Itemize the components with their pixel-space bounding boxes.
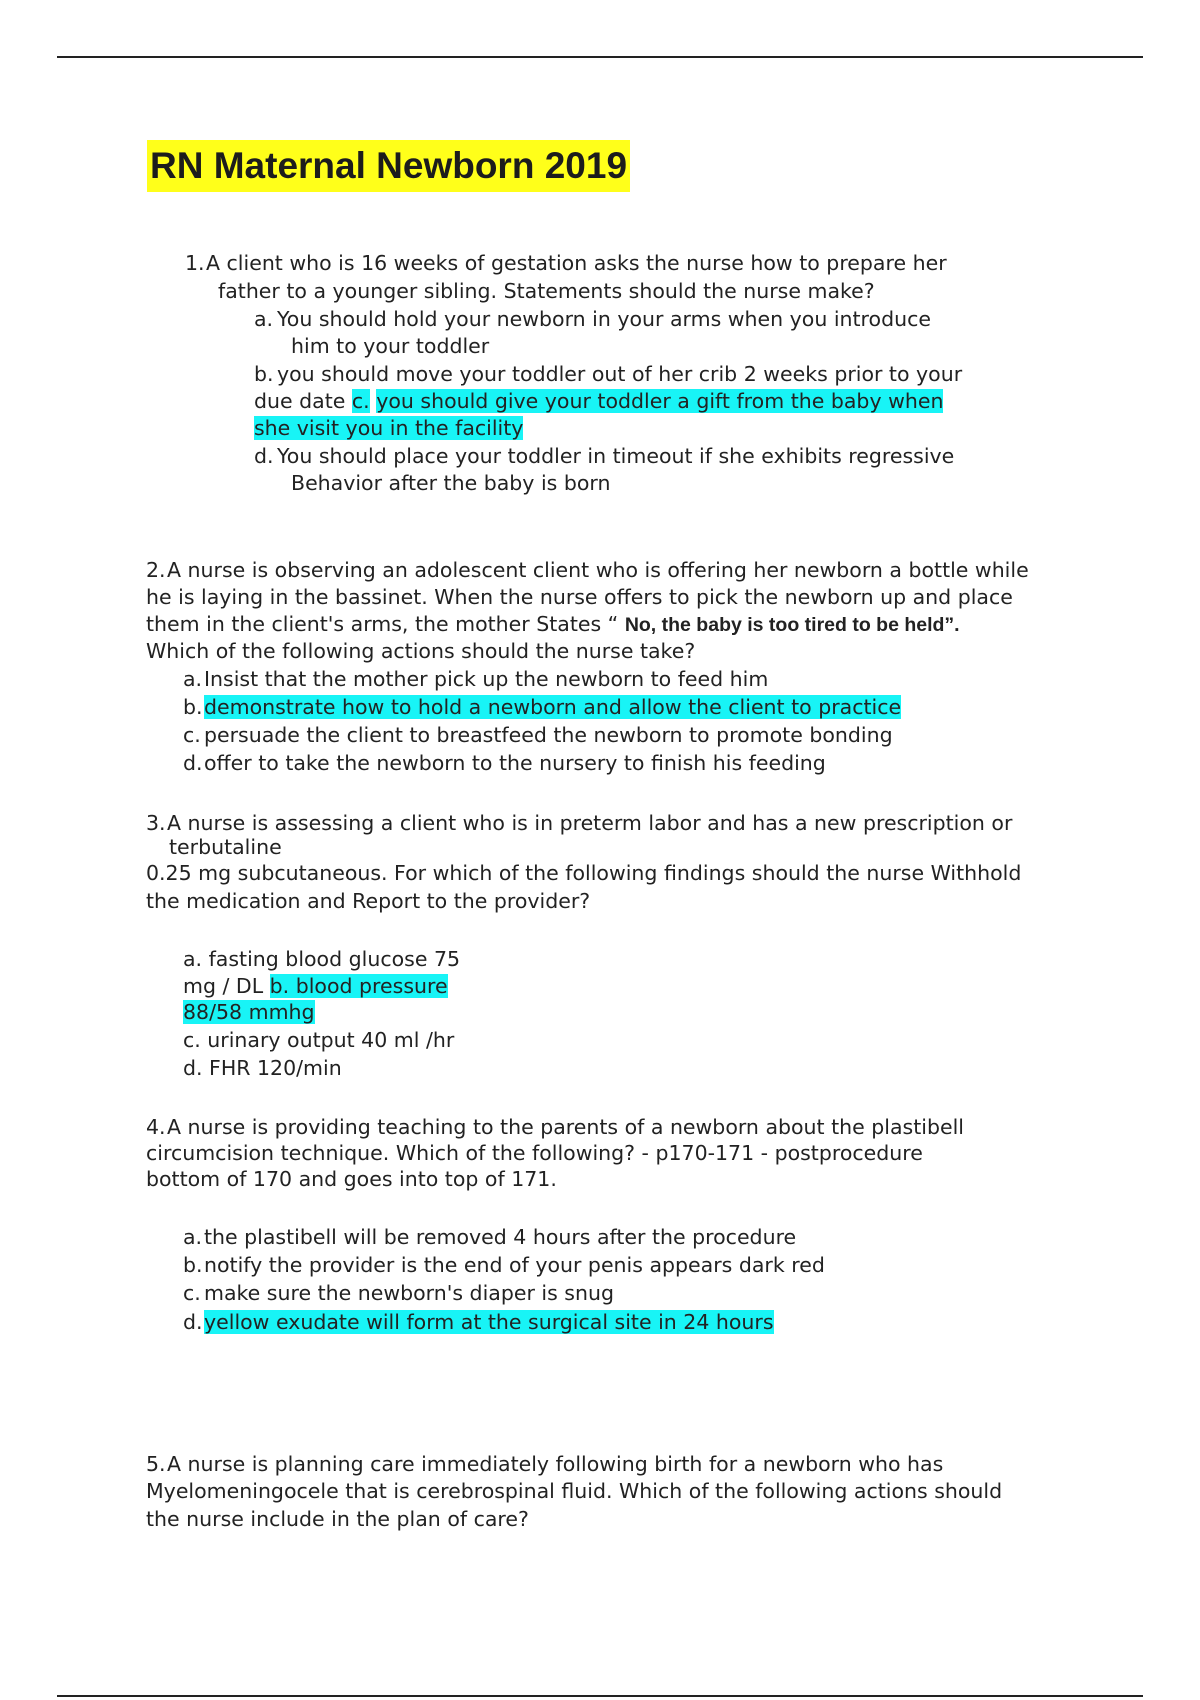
answer-highlight: she visit you in the facility [254, 416, 524, 440]
option-b: b.demonstrate how to hold a newborn and allow the client to practice [183, 695, 902, 719]
option-d-continued: Behavior after the baby is born [291, 471, 611, 495]
question-number: 4. [146, 1115, 166, 1139]
option-c: c. persuade the client to breastfeed the newborn to promote bonding [183, 723, 893, 747]
question-4-line-2: circumcision technique. Which of the following? - p170-171 - postprocedure [146, 1141, 923, 1165]
page-top-rule [57, 56, 1143, 58]
question-3-line-4: the medication and Report to the provider? [146, 889, 591, 913]
option-a: a.Insist that the mother pick up the newborn to feed him [183, 667, 769, 691]
question-1-line-2: father to a younger sibling. Statements should the nurse make? [218, 279, 875, 303]
option-b-continued [183, 999, 315, 1026]
option-a: a. You should hold your newborn in your arms when you introduce [254, 307, 931, 331]
question-4-line-3: bottom of 170 and goes into top of 171. [146, 1167, 557, 1191]
option-d: d.offer to take the newborn to the nursery to finish his feeding [183, 751, 826, 775]
option-b: b.notify the provider is the end of your penis appears dark red [183, 1253, 825, 1277]
answer-highlight: b. blood pressure [269, 974, 448, 998]
question-3-line-1: 3.A nurse is assessing a client who is in preterm labor and has a new prescription or [146, 811, 1013, 835]
question-number: 1. [185, 251, 205, 275]
question-3-line-2: terbutaline [169, 835, 282, 859]
question-5-line-3: the nurse include in the plan of care? [146, 1507, 529, 1531]
question-3-line-3: 0.25 mg subcutaneous. For which of the following findings should the nurse Withhold [146, 861, 1022, 885]
answer-highlight: demonstrate how to hold a newborn and allow the client to practice [204, 695, 902, 719]
question-2-line-1: 2.A nurse is observing an adolescent client who is offering her newborn a bottle while [146, 558, 1029, 582]
option-b: b. you should move your toddler out of her crib 2 weeks prior to your [254, 362, 963, 386]
option-c: c. make sure the newborn's diaper is snug [183, 1281, 614, 1305]
question-4-line-1: 4.A nurse is providing teaching to the parents of a newborn about the plastibell [146, 1115, 964, 1139]
option-d: d. You should place your toddler in timeout if she exhibits regressive [254, 444, 955, 468]
option-a: a. fasting blood glucose 75 [183, 947, 461, 971]
page-bottom-rule [57, 1695, 1143, 1697]
question-number: 5. [146, 1452, 166, 1476]
option-a-continued: him to your toddler [291, 334, 490, 358]
document-title: RN Maternal Newborn 2019 [147, 140, 630, 192]
question-1-line-1: 1.A client who is 16 weeks of gestation asks the nurse how to prepare her [185, 251, 947, 275]
question-5-line-1: 5.A nurse is planning care immediately following birth for a newborn who has [146, 1452, 944, 1476]
option-a-continued-with-option-b: mg / DL b. blood pressure [183, 974, 448, 998]
answer-highlight: you should give your toddler a gift from the baby when [376, 389, 944, 413]
option-c-continued [254, 415, 523, 442]
question-2-line-4: Which of the following actions should the nurse take? [146, 639, 696, 663]
option-d: d.yellow exudate will form at the surgical site in 24 hours [183, 1310, 774, 1334]
answer-highlight: yellow exudate will form at the surgical site in 24 hours [204, 1310, 774, 1334]
question-2-line-2: he is laying in the bassinet. When the nurse offers to pick the newborn up and place [146, 585, 1013, 609]
option-b-continued-with-option-c: due date c. you should give your toddler a gift from the baby when [254, 389, 944, 413]
question-2-line-3: them in the client's arms, the mother States “ No, the baby is too tired to be held”. [146, 612, 960, 636]
question-5-line-2: Myelomeningocele that is cerebrospinal fluid. Which of the following actions should [146, 1479, 1003, 1503]
answer-highlight: 88/58 mmhg [183, 1000, 315, 1024]
answer-highlight: c. [351, 389, 370, 413]
option-a: a.the plastibell will be removed 4 hours after the procedure [183, 1225, 797, 1249]
quoted-statement: No, the baby is too tired to be held”. [624, 614, 960, 636]
question-number: 3. [146, 811, 166, 835]
question-number: 2. [146, 558, 166, 582]
option-c: c. urinary output 40 ml /hr [183, 1028, 455, 1052]
option-d: d. FHR 120/min [183, 1056, 342, 1080]
